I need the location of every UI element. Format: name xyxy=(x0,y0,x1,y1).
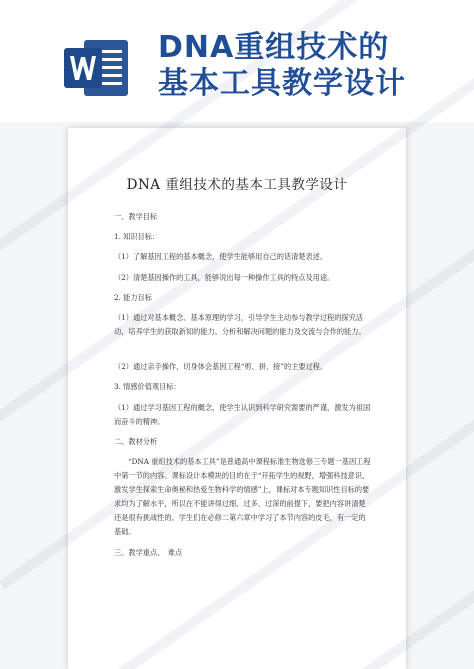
section-heading-objectives: 一、教学目标 xyxy=(114,212,158,221)
body-paragraph: “DNA 重组技术的基本工具”是普通高中课程标准生物选修三专题一基因工程中第一节的内容。课标设计本模块的目的在于“开拓学生的视野，增强科技意识，激发学生探索生命奥秘和热爱生物科学的情感”上，课标对本专题知识性目标的要求均为了解水平，所以在不能讲得过细、过多、过深的前提下，要把内容讲清楚还是很有挑战性的。学生们在必修二第六章中学习了本节内容的皮毛，有一定的基础。 xyxy=(114,457,371,536)
list-item: （2）清楚基因操作的工具，能够说出每一种操作工具的特点及用途。 xyxy=(114,273,335,282)
banner-title xyxy=(158,30,458,102)
list-item: （2）通过亲手操作，切身体会基因工程“剪、拼、接”的主要过程。 xyxy=(114,362,328,371)
subheading-emotion: 3. 情感价值观目标： xyxy=(114,382,181,391)
section-heading-key-points: 三、教学重点、 难点 xyxy=(114,548,183,557)
list-item: （1）通过对基本概念、基本原理的学习，引导学生主动参与教学过程的探究活动，培养学生的获取新知的能力、分析和解决问题的能力及交流与合作的能力。 xyxy=(114,313,366,336)
section-heading-material: 二、教材分析 xyxy=(114,437,158,446)
document-title: DNA 重组技术的基本工具教学设计 xyxy=(126,177,348,193)
document-page xyxy=(68,128,406,669)
word-document-icon xyxy=(62,38,132,98)
subheading-knowledge: 1. 知识目标： xyxy=(114,232,160,241)
banner-title-line2: 基本工具教学设计 xyxy=(158,66,406,101)
banner-title-line1: DNA重组技术的 xyxy=(158,30,390,65)
list-item: （1）通过学习基因工程的概念，使学生认识到科学研究需要的严谨，激发为祖国而奋斗的精神。 xyxy=(114,403,371,426)
list-item: （1）了解基因工程的基本概念，使学生能够用自己的话清楚表述。 xyxy=(114,252,328,261)
header-banner xyxy=(0,0,474,122)
subheading-ability: 2. 能力目标 xyxy=(114,293,152,302)
